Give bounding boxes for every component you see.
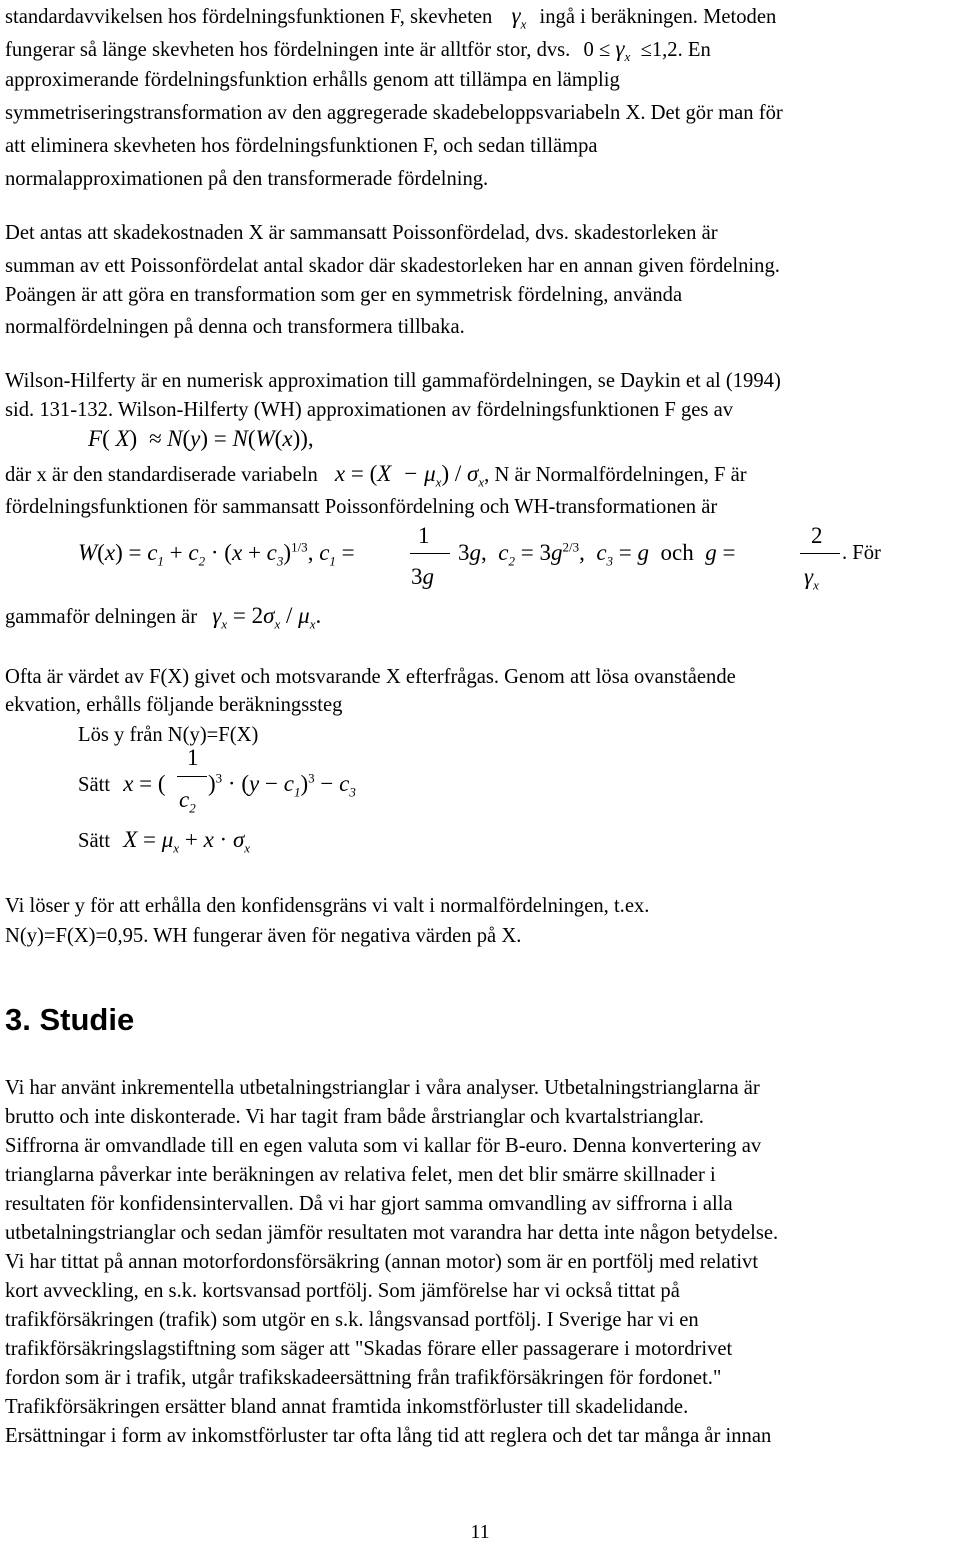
equation-wh-approx: F( X) ≈ N(y) = N(W(x)), (88, 426, 314, 451)
fraction-denominator: $c_2$ (179, 787, 196, 816)
equation-gamma: $\gamma_x = 2\sigma_x / \mu_x$. (212, 603, 322, 632)
text-line: trafikförsäkringen (trafik) som utgör en s.k. långsvansad portfölj. I Sverige har vi en (5, 1309, 699, 1331)
text-line: fordon som är i trafik, utgår trafikskadeersättning från trafikförsäkringen för fordonet." (5, 1367, 722, 1389)
text-line: Poängen är att göra en transformation som ger en symmetrisk fördelning, använda (5, 284, 683, 306)
text-line: normalfördelningen på denna och transformera tillbaka. (5, 316, 465, 338)
text-line (5, 461, 747, 490)
fraction-denominator: $\gamma_x$ (804, 564, 819, 593)
text-line: brutto och inte diskonterade. Vi har tagit fram både årstrianglar och kvartalstrianglar. (5, 1106, 704, 1128)
text-line: . För (842, 542, 881, 564)
step-set-x (78, 772, 166, 796)
text-segment: gammaför delningen är (5, 606, 198, 628)
fraction-numerator: 1 (418, 523, 430, 548)
fraction-numerator: 2 (811, 523, 823, 548)
text-line: trianglarna påverkar inte beräkningen av relativa felet, men det blir smärre skillnader i (5, 1164, 716, 1186)
text-line: sid. 131-132. Wilson-Hilferty (WH) approximationen av fördelningsfunktionen F ges av (5, 399, 734, 421)
text-line (5, 36, 711, 65)
text-line: Vi har använt inkrementella utbetalningstrianglar i våra analyser. Utbetalningstrianglarna är (5, 1077, 760, 1099)
text-line: ekvation, erhålls följande beräkningssteg (5, 694, 343, 716)
text-line: fördelningsfunktionen för sammansatt Poissonfördelning och WH-transformationen är (5, 496, 718, 518)
text-line: Det antas att skadekostnaden X är sammansatt Poissonfördelad, dvs. skadestorleken är (5, 222, 718, 244)
text-line (5, 603, 322, 632)
text-line: normalapproximationen på den transformerade fördelning. (5, 168, 489, 190)
text-line: Trafikförsäkringen ersätter bland annat framtida inkomstförluster till skadelidande. (5, 1396, 689, 1418)
text-segment: ingå i beräkningen. Metoden (539, 6, 777, 28)
text-line (5, 3, 777, 32)
step-solve: Lös y från N(y)=F(X) (78, 724, 259, 746)
math-gamma-x: $\gamma_x$ (511, 3, 527, 32)
text-line: Vi har tittat på annan motorfordonsförsäkring (annan motor) som är en portfölj med relativt (5, 1251, 759, 1273)
fraction-bar (800, 553, 840, 554)
text-line: resultaten för konfidensintervallen. Då vi har gjort samma omvandling av siffrorna i alla (5, 1193, 733, 1215)
text-line: utbetalningstrianglar och sedan jämför resultaten mot varandra har detta inte någon betydelse. (5, 1222, 779, 1244)
text-line: Siffrorna är omvandlade till en egen valuta som vi kallar för B-euro. Denna konvertering av (5, 1135, 762, 1157)
text-segment: standardavvikelsen hos fördelningsfunktionen F, skevheten (5, 6, 493, 28)
equation-step-X: $X = \mu_x + x \cdot \sigma_x$ (123, 827, 251, 856)
text-line: kort avveckling, en s.k. kortsvansad portfölj. Som jämförelse har vi också tittat på (5, 1280, 680, 1302)
text-segment: Sätt (78, 774, 111, 796)
math-inequality: $0 \le \gamma_x \le 1,2$ (583, 36, 678, 65)
text-segment: , N är Normalfördelningen, F är (484, 464, 747, 486)
text-line: trafikförsäkringslagstiftning som säger att "Skadas förare eller passagerare i motordrivet (5, 1338, 733, 1360)
page-number: 11 (470, 1521, 490, 1543)
equation-step-x: )$^3 \cdot (y - c_1)^3 - c_3$ (208, 770, 356, 800)
text-line: att eliminera skevheten hos fördelningsfunktionen F, och sedan tillämpa (5, 135, 598, 157)
text-segment: fungerar så länge skevheten hos fördelningen inte är alltför stor, dvs. (5, 39, 571, 61)
text-line: symmetriseringstransformation av den aggregerade skadebeloppsvariabeln X. Det gör man för (5, 102, 783, 124)
text-line: Ofta är värdet av F(X) givet och motsvarande X efterfrågas. Genom att lösa ovanstående (5, 666, 736, 688)
equation-standardized-variable: $x = (X - \mu_x) / \sigma_x$ (334, 461, 485, 490)
text-line: summan av ett Poissonfördelat antal skador där skadestorleken har en annan given fördelning. (5, 255, 780, 277)
text-line: approximerande fördelningsfunktion erhålls genom att tillämpa en lämplig (5, 69, 620, 91)
fraction-numerator: 1 (187, 745, 199, 770)
fraction-bar (177, 776, 207, 777)
text-line: Vi löser y för att erhålla den konfidensgräns vi valt i normalfördelningen, t.ex. (5, 895, 650, 917)
text-segment: . En (677, 39, 711, 61)
section-heading: 3. Studie (5, 1002, 135, 1037)
equation-constants: 3g, $c_2 = 3g^{2/3}$, $c_3 = g$ och g = (458, 539, 736, 569)
text-segment: För (852, 542, 881, 564)
text-line: Ersättningar i form av inkomstförluster tar ofta lång tid att reglera och det tar många år innan (5, 1425, 772, 1447)
text-segment: Sätt (78, 830, 111, 852)
text-line: Wilson-Hilferty är en numerisk approximation till gammafördelningen, se Daykin et al (1994) (5, 370, 781, 392)
step-set-X (78, 827, 251, 856)
text-line: N(y)=F(X)=0,95. WH fungerar även för negativa värden på X. (5, 925, 522, 947)
fraction-denominator: 3g (411, 564, 434, 589)
math-fragment: x = ( (123, 771, 166, 796)
fraction-bar (410, 553, 450, 554)
text-segment: där x är den standardiserade variabeln (5, 464, 318, 486)
equation-wh-transform: $W(x) = c_1 + c_2 \cdot (x + c_3)^{1/3}$, $c_1$ = (78, 539, 355, 569)
